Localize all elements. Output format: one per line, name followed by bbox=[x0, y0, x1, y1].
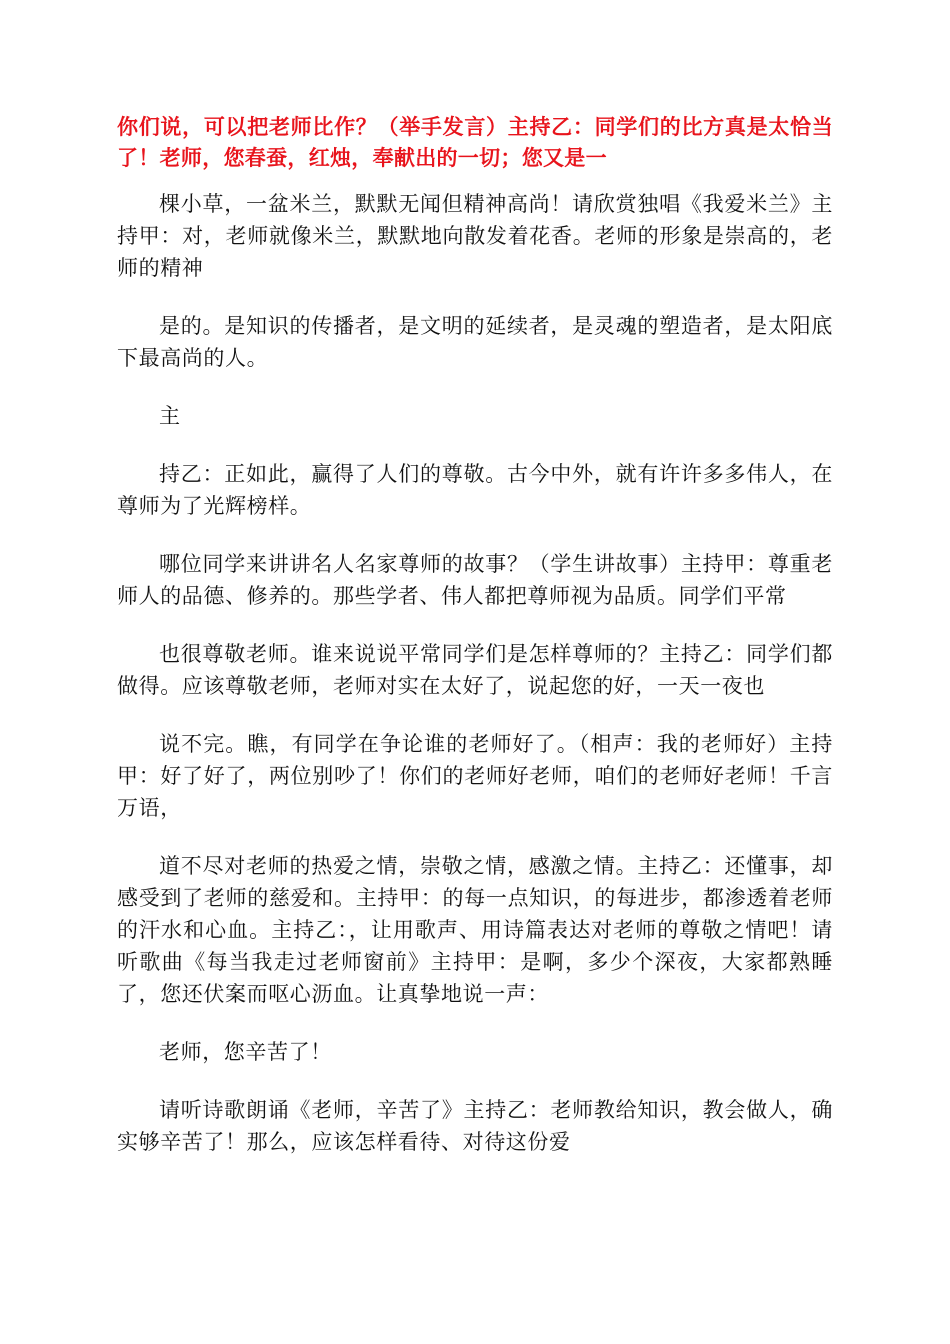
paragraph-5: 哪位同学来讲讲名人名家尊师的故事？（学生讲故事）主持甲：尊重老师人的品德、修养的。那些学者、伟人都把尊师视为品质。同学们平常 bbox=[117, 552, 833, 608]
paragraph-6: 也很尊敬老师。谁来说说平常同学们是怎样尊师的？主持乙：同学们都做得。应该尊敬老师，老师对实在太好了，说起您的好，一天一夜也 bbox=[117, 642, 833, 698]
paragraph-8: 道不尽对老师的热爱之情，崇敬之情，感激之情。主持乙：还懂事，却感受到了老师的慈爱和。主持甲：的每一点知识，的每进步，都渗透着老师的汗水和心血。主持乙：，让用歌声、用诗篇表达对老师的尊敬之情吧！请听歌曲《每当我走过老师窗前》主持甲：是啊，多少个深夜，大家都熟睡了，您还伏案而呕心沥血。让真挚地说一声： bbox=[117, 854, 833, 1006]
paragraph-3: 主 bbox=[159, 404, 181, 428]
paragraph-10: 请听诗歌朗诵《老师，辛苦了》主持乙：老师教给知识，教会做人，确实够辛苦了！那么，应该怎样看待、对待这份爱 bbox=[117, 1098, 833, 1154]
paragraph-1: 棵小草，一盆米兰，默默无闻但精神高尚！请欣赏独唱《我爱米兰》主持甲：对，老师就像米兰，默默地向散发着花香。老师的形象是崇高的，老师的精神 bbox=[117, 192, 833, 280]
paragraph-4: 持乙：正如此，赢得了人们的尊敬。古今中外，就有许许多多伟人，在尊师为了光辉榜样。 bbox=[117, 462, 833, 518]
paragraph-2: 是的。是知识的传播者，是文明的延续者，是灵魂的塑造者，是太阳底下最高尚的人。 bbox=[117, 314, 833, 370]
document-content bbox=[117, 112, 833, 1184]
paragraph-7: 说不完。瞧，有同学在争论谁的老师好了。（相声：我的老师好）主持甲：好了好了，两位别吵了！你们的老师好老师，咱们的老师好老师！千言万语， bbox=[117, 732, 833, 820]
red-heading: 你们说，可以把老师比作？（举手发言）主持乙：同学们的比方真是太恰当了！老师，您春蚕，红烛，奉献出的一切；您又是一 bbox=[117, 115, 833, 170]
paragraph-9: 老师，您辛苦了！ bbox=[159, 1040, 332, 1064]
